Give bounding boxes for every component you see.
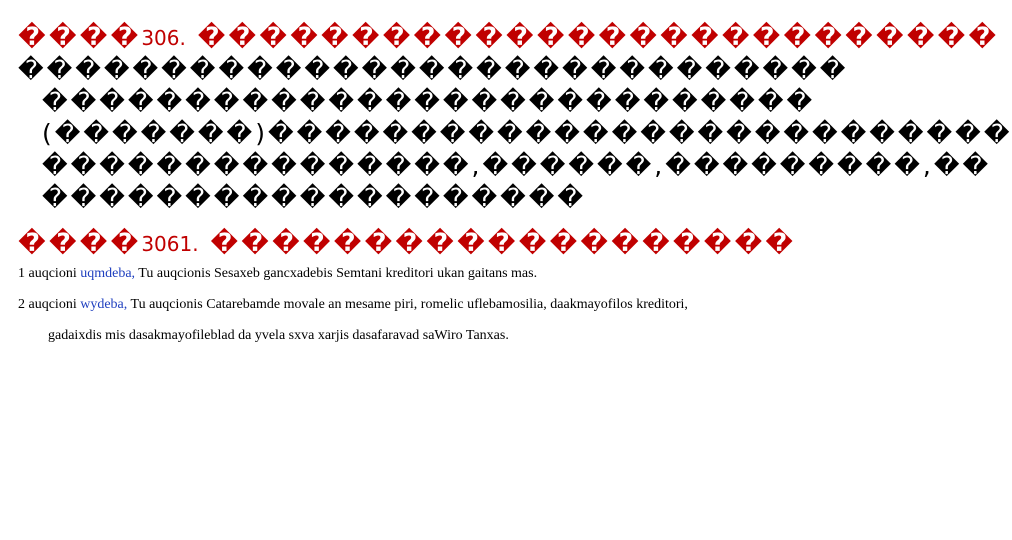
heading-prefix: ���� [18,22,142,51]
item-number: 2 [18,297,25,312]
list-item-2 [18,289,708,351]
heading-title: ������������������� [210,228,797,257]
body-line-3: (�������)�������������������������� [42,119,1012,148]
heading-number: 3061. [141,232,199,256]
body-line-5: ������������������� [42,183,587,212]
item-text: Tu auqcionis Catarebamde movale an mesame piri, romelic uflebamosilia, daakmayofilos kreditori, gadaixdis mis dasakmayofileblad da yvela sxva xarjis dasafaravad saWiro Tanxas. [48,297,688,343]
item-word: auqcioni [28,297,77,312]
heading-number: 306. [141,26,186,50]
heading-title: �������������������������� [197,22,1000,51]
item-keyword: wydeba, [80,297,128,312]
body-line-2: ��������������������������� [42,87,816,116]
list-item-1 [18,258,708,289]
item-keyword: uqmdeba, [80,266,136,281]
item-number: 1 [18,266,25,281]
section-heading-3061 [18,228,796,259]
item-word: auqcioni [28,266,77,281]
item-text: Tu auqcionis Sesaxeb gancxadebis Semtani kreditori ukan gaitans mas. [138,266,538,281]
section-heading-306 [18,22,999,53]
body-line-1: ����������������������������� [18,55,849,84]
heading-prefix: ���� [18,228,142,257]
body-line-4: ���������������,������,���������,�� [42,151,992,180]
